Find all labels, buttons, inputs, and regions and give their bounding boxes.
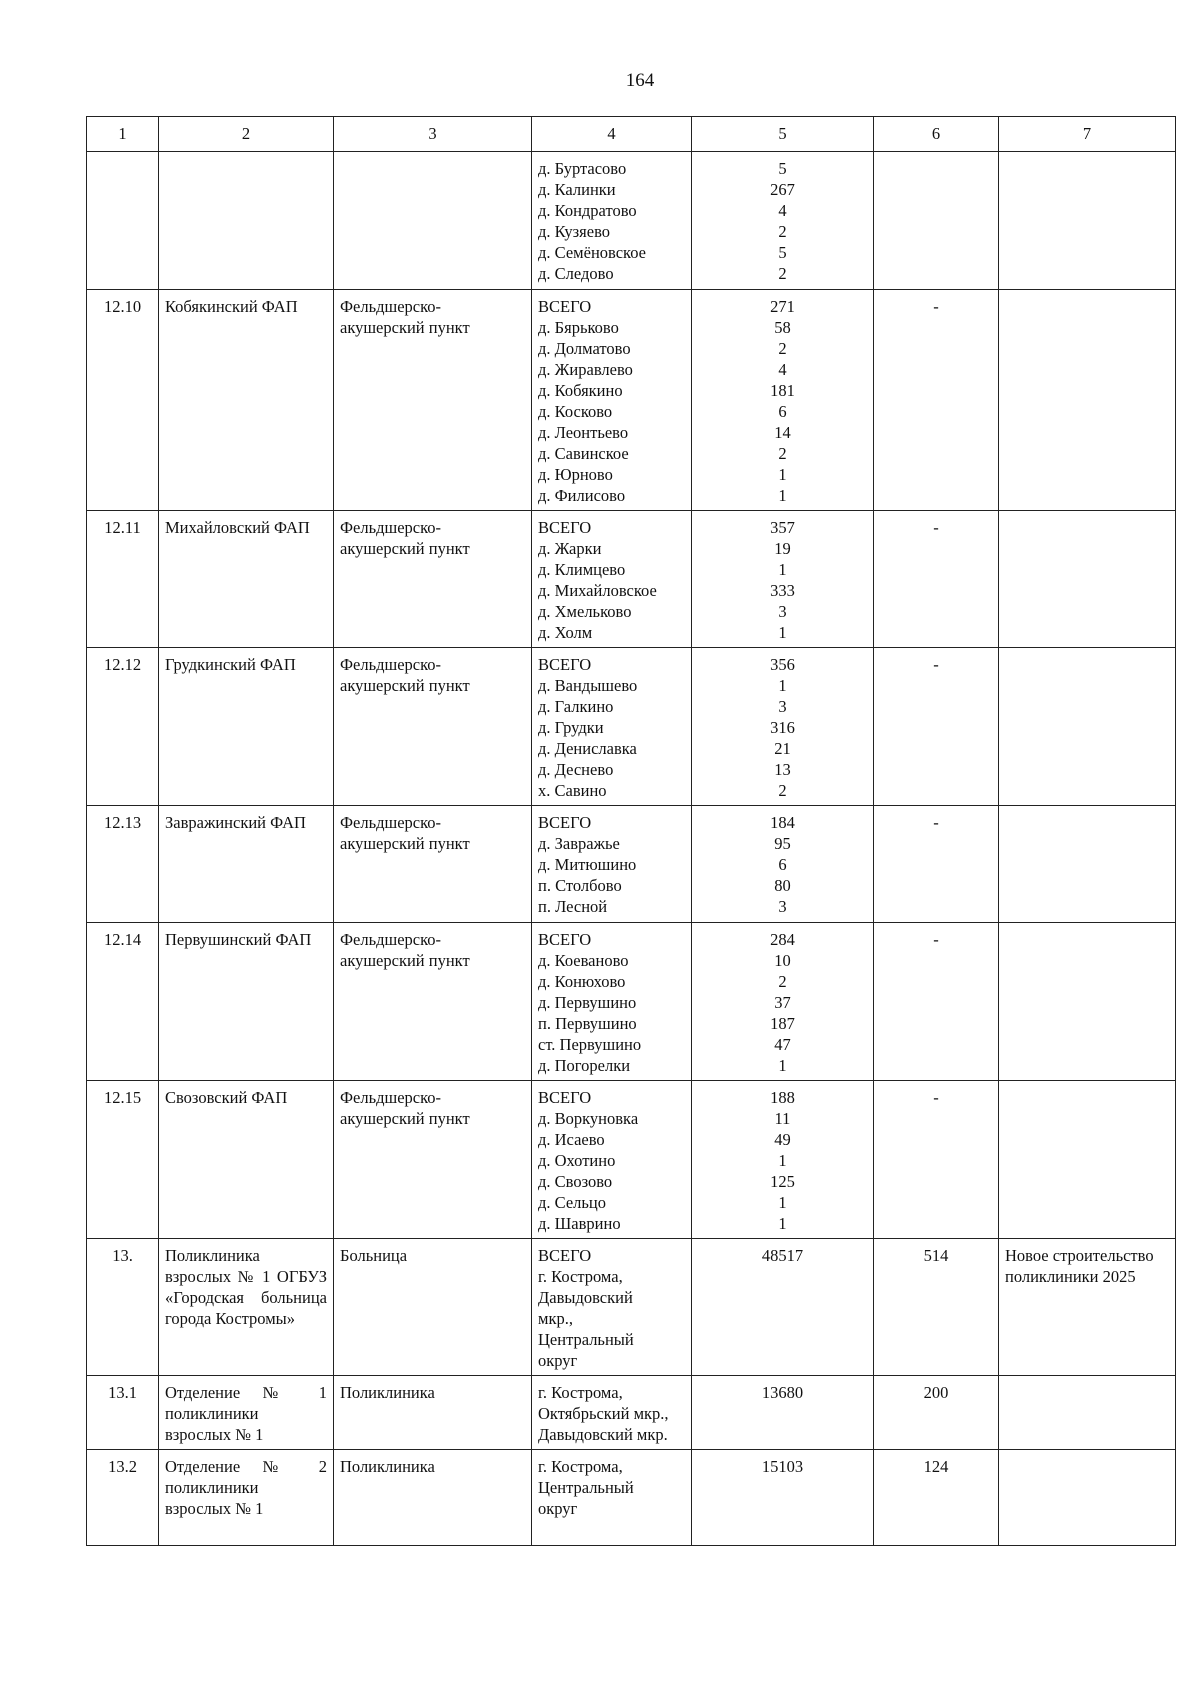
settlement-name: д. Галкино [538, 697, 614, 716]
row-number-cell [87, 1239, 159, 1376]
population-value: 267 [770, 180, 795, 199]
settlement-name: д. Жарки [538, 539, 602, 558]
population-value: 3 [778, 602, 787, 621]
facility-name: Михайловский ФАП [165, 518, 310, 537]
settlements-cell [532, 923, 692, 1081]
population-value: 6 [778, 855, 787, 874]
population-cell [692, 648, 874, 806]
population-value: 15103 [761, 1457, 804, 1476]
population-value: 2 [778, 781, 787, 800]
population-value: 1 [778, 486, 787, 505]
settlement-name: п. Столбово [538, 876, 622, 895]
population-value: 1 [778, 560, 787, 579]
population-value: 14 [774, 423, 791, 442]
settlement-name: д. Исаево [538, 1130, 605, 1149]
capacity-cell [874, 648, 999, 806]
table-body [87, 152, 1176, 1546]
population-cell [692, 290, 874, 511]
settlement-name: мкр., [538, 1309, 573, 1328]
settlement-name: ВСЕГО [538, 655, 592, 674]
facility-type: Фельдшерско-акушерский пункт [340, 930, 470, 970]
capacity-value: - [933, 655, 939, 674]
population-value: 2 [778, 222, 787, 241]
facility-name: Поликлиника взрослых № 1 ОГБУЗ «Городская больница города Костромы» [165, 1246, 327, 1328]
row-number: 13. [112, 1246, 133, 1265]
table-row [87, 806, 1176, 923]
capacity-value: - [933, 518, 939, 537]
population-value: 49 [774, 1130, 791, 1149]
facility-type-cell [334, 1376, 532, 1450]
facility-type: Фельдшерско-акушерский пункт [340, 813, 470, 853]
capacity-value: - [933, 297, 939, 316]
header-cell: 2 [159, 117, 334, 152]
header-cell: 1 [87, 117, 159, 152]
table-row [87, 152, 1176, 290]
row-number-cell [87, 290, 159, 511]
population-value: 1 [778, 676, 787, 695]
table-row [87, 648, 1176, 806]
facility-type: Фельдшерско-акушерский пункт [340, 297, 470, 337]
settlements-cell [532, 648, 692, 806]
note-cell [999, 1239, 1176, 1376]
note-cell [999, 923, 1176, 1081]
settlement-name: д. Жиравлево [538, 360, 633, 379]
population-value: 2 [778, 339, 787, 358]
capacity-cell [874, 1239, 999, 1376]
capacity-value: 124 [923, 1457, 949, 1476]
header-cell: 5 [692, 117, 874, 152]
settlement-name: д. Вандышево [538, 676, 638, 695]
population-value: 188 [770, 1088, 795, 1107]
facility-name-cell [159, 152, 334, 290]
settlement-name: ВСЕГО [538, 930, 592, 949]
note-cell [999, 1450, 1176, 1546]
facility-type-cell [334, 648, 532, 806]
note-cell [999, 806, 1176, 923]
settlement-name: округ [538, 1499, 578, 1518]
settlement-name: д. Митюшино [538, 855, 637, 874]
capacity-value: - [933, 1088, 939, 1107]
settlements-cell [532, 806, 692, 923]
population-value: 11 [774, 1109, 791, 1128]
capacity-value: 514 [923, 1246, 949, 1265]
settlement-name: ВСЕГО [538, 297, 592, 316]
population-value: 1 [778, 1151, 787, 1170]
header-cell: 3 [334, 117, 532, 152]
facility-type: Больница [340, 1246, 408, 1265]
settlement-name: п. Первушино [538, 1014, 637, 1033]
settlements-cell [532, 152, 692, 290]
settlement-name: д. Хмельково [538, 602, 632, 621]
settlement-name: ВСЕГО [538, 813, 592, 832]
facility-type-cell [334, 290, 532, 511]
facility-name: Первушинский ФАП [165, 930, 312, 949]
capacity-cell [874, 290, 999, 511]
row-number: 12.11 [104, 518, 141, 537]
note-cell [999, 1081, 1176, 1239]
header-cell: 7 [999, 117, 1176, 152]
settlement-name: д. Завражье [538, 834, 620, 853]
row-number: 13.1 [108, 1383, 137, 1402]
facility-type: Фельдшерско-акушерский пункт [340, 655, 470, 695]
population-value: 184 [770, 813, 795, 832]
population-value: 48517 [761, 1246, 804, 1265]
capacity-value: - [933, 813, 939, 832]
population-value: 356 [770, 655, 795, 674]
population-value: 1 [778, 465, 787, 484]
note-cell [999, 290, 1176, 511]
table-row [87, 511, 1176, 648]
facility-type-cell [334, 1081, 532, 1239]
population-value: 125 [770, 1172, 795, 1191]
facility-type-cell [334, 923, 532, 1081]
settlement-name: д. Первушино [538, 993, 637, 1012]
data-table [86, 116, 1176, 1546]
population-value: 1 [778, 1214, 787, 1233]
population-value: 10 [774, 951, 791, 970]
population-value: 13680 [761, 1383, 804, 1402]
capacity-value: 200 [923, 1383, 949, 1402]
settlement-name: д. Охотино [538, 1151, 616, 1170]
population-value: 187 [770, 1014, 795, 1033]
settlements-cell [532, 290, 692, 511]
table-row [87, 923, 1176, 1081]
population-value: 2 [778, 444, 787, 463]
population-cell [692, 1239, 874, 1376]
settlement-name: округ [538, 1351, 578, 1370]
facility-name: Свозовский ФАП [165, 1088, 288, 1107]
facility-name: Отделение № 2 поликлиники взрослых № 1 [165, 1457, 327, 1518]
population-value: 357 [770, 518, 795, 537]
facility-name-cell [159, 648, 334, 806]
facility-name-cell [159, 923, 334, 1081]
table-row [87, 1081, 1176, 1239]
note-cell [999, 511, 1176, 648]
table-row [87, 1376, 1176, 1450]
capacity-cell [874, 1081, 999, 1239]
population-value: 19 [774, 539, 791, 558]
settlement-name: Центральный [538, 1478, 634, 1497]
settlement-name: Центральный [538, 1330, 634, 1349]
note-cell [999, 152, 1176, 290]
capacity-cell [874, 923, 999, 1081]
facility-name-cell [159, 1376, 334, 1450]
population-value: 284 [770, 930, 795, 949]
settlement-name: Октябрьский мкр., [538, 1404, 669, 1423]
settlement-name: д. Климцево [538, 560, 626, 579]
settlement-name: д. Михайловское [538, 581, 657, 600]
settlement-name: ВСЕГО [538, 1246, 592, 1265]
population-value: 21 [774, 739, 791, 758]
population-value: 271 [770, 297, 795, 316]
facility-name-cell [159, 806, 334, 923]
facility-name: Кобякинский ФАП [165, 297, 298, 316]
facility-type: Фельдшерско-акушерский пункт [340, 518, 470, 558]
capacity-cell [874, 152, 999, 290]
row-number-cell [87, 1450, 159, 1546]
settlement-name: д. Буртасово [538, 159, 627, 178]
population-cell [692, 1081, 874, 1239]
settlement-name: д. Холм [538, 623, 593, 642]
capacity-cell [874, 1450, 999, 1546]
settlement-name: Давыдовский мкр. [538, 1425, 668, 1444]
note-cell [999, 648, 1176, 806]
population-value: 6 [778, 402, 787, 421]
facility-type: Поликлиника [340, 1383, 435, 1402]
population-cell [692, 923, 874, 1081]
population-value: 1 [778, 1193, 787, 1212]
population-value: 13 [774, 760, 791, 779]
facility-name-cell [159, 1450, 334, 1546]
population-value: 4 [778, 360, 787, 379]
row-number: 12.15 [103, 1088, 142, 1107]
header-row [87, 117, 1176, 152]
capacity-cell [874, 1376, 999, 1450]
note-text: Новое строительство поликлиники 2025 [1005, 1246, 1154, 1286]
capacity-cell [874, 511, 999, 648]
settlement-name: г. Кострома, [538, 1383, 623, 1402]
settlement-name: д. Юрново [538, 465, 613, 484]
population-cell [692, 152, 874, 290]
population-value: 5 [778, 243, 787, 262]
settlement-name: г. Кострома, [538, 1457, 623, 1476]
population-value: 181 [770, 381, 795, 400]
facility-type: Фельдшерско-акушерский пункт [340, 1088, 470, 1128]
population-cell [692, 511, 874, 648]
settlement-name: д. Воркуновка [538, 1109, 639, 1128]
population-value: 47 [774, 1035, 791, 1054]
settlement-name: д. Кобякино [538, 381, 623, 400]
settlement-name: д. Сельцо [538, 1193, 607, 1212]
table-row [87, 1239, 1176, 1376]
settlement-name: д. Леонтьево [538, 423, 629, 442]
population-cell [692, 1376, 874, 1450]
settlements-cell [532, 1450, 692, 1546]
facility-name-cell [159, 290, 334, 511]
row-number-cell [87, 806, 159, 923]
note-cell [999, 1376, 1176, 1450]
facility-name-cell [159, 1239, 334, 1376]
facility-type: Поликлиника [340, 1457, 435, 1476]
facility-type-cell [334, 1450, 532, 1546]
row-number-cell [87, 923, 159, 1081]
settlement-name: д. Кузяево [538, 222, 611, 241]
capacity-cell [874, 806, 999, 923]
settlements-cell [532, 1376, 692, 1450]
population-value: 95 [774, 834, 791, 853]
facility-type-cell [334, 511, 532, 648]
population-value: 3 [778, 697, 787, 716]
facility-type-cell [334, 152, 532, 290]
settlement-name: д. Филисово [538, 486, 626, 505]
settlement-name: г. Кострома, [538, 1267, 623, 1286]
population-value: 2 [778, 972, 787, 991]
settlement-name: д. Грудки [538, 718, 604, 737]
row-number-cell [87, 648, 159, 806]
settlement-name: д. Кондратово [538, 201, 637, 220]
settlement-name: п. Лесной [538, 897, 608, 916]
settlement-name: д. Коеваново [538, 951, 629, 970]
settlement-name: д. Калинки [538, 180, 616, 199]
table-row [87, 290, 1176, 511]
header-cell: 4 [532, 117, 692, 152]
settlement-name: д. Свозово [538, 1172, 613, 1191]
settlement-name: д. Десневo [538, 760, 614, 779]
facility-name: Грудкинский ФАП [165, 655, 296, 674]
capacity-value: - [933, 930, 939, 949]
facility-name: Отделение № 1 поликлиники взрослых № 1 [165, 1383, 327, 1444]
facility-type-cell [334, 806, 532, 923]
population-cell [692, 806, 874, 923]
settlement-name: д. Шаврино [538, 1214, 621, 1233]
row-number-cell [87, 511, 159, 648]
population-value: 80 [774, 876, 791, 895]
population-value: 58 [774, 318, 791, 337]
settlement-name: д. Конюхово [538, 972, 626, 991]
row-number: 12.13 [103, 813, 142, 832]
facility-name-cell [159, 1081, 334, 1239]
population-value: 316 [770, 718, 795, 737]
table-row [87, 1450, 1176, 1546]
settlement-name: д. Дениславка [538, 739, 637, 758]
population-value: 3 [778, 897, 787, 916]
settlement-name: д. Долматово [538, 339, 631, 358]
row-number: 12.12 [103, 655, 142, 674]
settlement-name: ВСЕГО [538, 518, 592, 537]
facility-name-cell [159, 511, 334, 648]
settlements-cell [532, 511, 692, 648]
facility-type-cell [334, 1239, 532, 1376]
settlement-name: д. Косково [538, 402, 613, 421]
facility-name: Завражинский ФАП [165, 813, 306, 832]
row-number-cell [87, 1376, 159, 1450]
row-number: 12.10 [103, 297, 142, 316]
settlement-name: х. Савино [538, 781, 607, 800]
header-cell: 6 [874, 117, 999, 152]
settlements-cell [532, 1239, 692, 1376]
settlement-name: д. Семёновское [538, 243, 646, 262]
population-value: 2 [778, 264, 787, 283]
row-number: 13.2 [108, 1457, 137, 1476]
settlement-name: ст. Первушино [538, 1035, 642, 1054]
row-number-cell [87, 152, 159, 290]
settlement-name: д. Бярьково [538, 318, 619, 337]
population-cell [692, 1450, 874, 1546]
settlement-name: ВСЕГО [538, 1088, 592, 1107]
population-value: 1 [778, 1056, 787, 1075]
settlement-name: д. Следово [538, 264, 614, 283]
settlements-cell [532, 1081, 692, 1239]
population-value: 1 [778, 623, 787, 642]
population-value: 333 [770, 581, 795, 600]
settlement-name: д. Савинское [538, 444, 629, 463]
row-number: 12.14 [103, 930, 142, 949]
population-value: 37 [774, 993, 791, 1012]
settlement-name: д. Погорелки [538, 1056, 631, 1075]
row-number-cell [87, 1081, 159, 1239]
population-value: 5 [778, 159, 787, 178]
population-value: 4 [778, 201, 787, 220]
page-number: 164 [625, 70, 655, 91]
settlement-name: Давыдовский [538, 1288, 633, 1307]
